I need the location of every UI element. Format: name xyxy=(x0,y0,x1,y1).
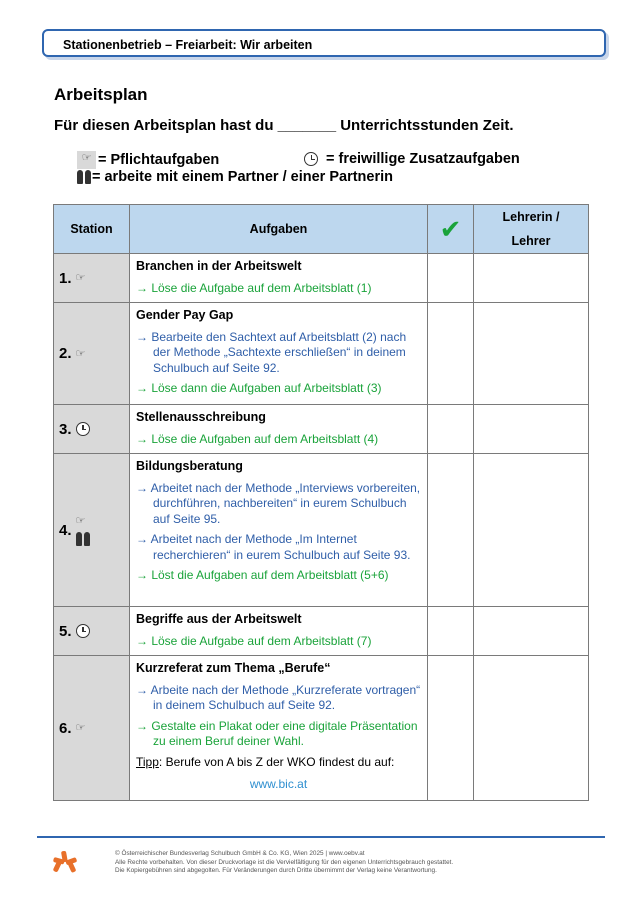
hand-icon: ☞ xyxy=(75,272,86,284)
table-row xyxy=(54,656,589,801)
header-title: Stationenbetrieb – Freiarbeit: Wir arbeiten xyxy=(63,38,313,52)
table-row xyxy=(54,405,589,454)
station-number: 1. xyxy=(59,269,72,287)
footer-line2: Alle Rechte vorbehalten. Von dieser Druckvorlage ist die Vervielfältigung für den eigenen Unterrichtsgebrauch gestattet. xyxy=(115,858,454,866)
publisher-logo xyxy=(52,850,78,876)
tip-text xyxy=(136,755,421,771)
task-item: → Gestalte ein Plakat oder eine digitale Präsentation zu einem Beruf deiner Wahl. xyxy=(136,718,418,748)
check-cell[interactable] xyxy=(428,405,474,454)
legend-mandatory xyxy=(77,151,219,169)
teacher-cell[interactable] xyxy=(474,303,589,405)
station-cell xyxy=(54,405,130,454)
header-teacher-line2: Lehrer xyxy=(511,234,551,248)
check-cell[interactable] xyxy=(428,607,474,656)
station-number: 3. xyxy=(59,420,72,438)
legend-optional-text: = freiwillige Zusatzaufgaben xyxy=(326,151,520,167)
task-item: → Löse die Aufgabe auf dem Arbeitsblatt (1) xyxy=(136,280,372,295)
task-cell xyxy=(130,607,428,656)
clock-icon xyxy=(304,152,318,166)
task-item: → Arbeite nach der Methode „Kurzreferate vortragen“ in deinem Schulbuch auf Seite 92. xyxy=(136,682,421,712)
footer-line3: Die Kopiergebühren sind abgegolten. Für Veränderungen durch Dritte übernimmt der Verlag keine Verantwortung. xyxy=(115,867,437,874)
header-check xyxy=(428,205,474,254)
task-cell xyxy=(130,254,428,303)
page-title: Arbeitsplan xyxy=(54,85,148,104)
footer-copyright xyxy=(115,850,453,876)
table-row xyxy=(54,303,589,405)
check-cell[interactable] xyxy=(428,656,474,801)
station-number: 4. xyxy=(59,521,72,539)
task-title: Kurzreferat zum Thema „Berufe“ xyxy=(136,661,331,675)
header-teacher-line1: Lehrerin / xyxy=(502,210,560,224)
task-cell xyxy=(130,405,428,454)
station-cell xyxy=(54,254,130,303)
hand-icon: ☞ xyxy=(75,722,86,734)
pawns-icon xyxy=(76,532,90,546)
teacher-cell[interactable] xyxy=(474,607,589,656)
clock-icon xyxy=(76,624,90,638)
task-title: Gender Pay Gap xyxy=(136,308,234,322)
footer-line1: © Österreichischer Bundesverlag Schulbuch GmbH & Co. KG, Wien 2025 | www.oebv.at xyxy=(115,850,365,857)
teacher-cell[interactable] xyxy=(474,405,589,454)
task-item: → Löse die Aufgabe auf dem Arbeitsblatt (7) xyxy=(136,633,372,648)
task-title: Branchen in der Arbeitswelt xyxy=(136,259,302,273)
header-teacher xyxy=(474,205,589,254)
task-cell xyxy=(130,454,428,607)
header-station: Station xyxy=(54,205,130,254)
legend-partner-text: = arbeite mit einem Partner / einer Partnerin xyxy=(92,169,393,185)
task-cell xyxy=(130,656,428,801)
tip-label: Tipp xyxy=(136,754,159,769)
clock-icon xyxy=(76,422,90,436)
task-item: → Arbeitet nach der Methode „Im Internet recherchieren“ in eurem Schulbuch auf Seite 93. xyxy=(136,532,411,562)
pawns-icon xyxy=(77,170,91,184)
task-item: → Löse die Aufgaben auf dem Arbeitsblatt (4) xyxy=(136,431,379,446)
header-tasks: Aufgaben xyxy=(130,205,428,254)
legend-mandatory-text: = Pflichtaufgaben xyxy=(98,152,220,168)
check-cell[interactable] xyxy=(428,303,474,405)
station-number: 6. xyxy=(59,719,72,737)
header-box xyxy=(42,29,606,57)
teacher-cell[interactable] xyxy=(474,454,589,607)
bic-link[interactable]: www.bic.at xyxy=(249,777,308,791)
station-number: 2. xyxy=(59,345,72,362)
work-plan-table xyxy=(53,204,589,801)
legend-optional xyxy=(304,151,520,167)
station-number: 5. xyxy=(59,622,72,640)
station-cell xyxy=(54,607,130,656)
task-cell xyxy=(130,303,428,405)
footer-divider xyxy=(37,836,605,838)
task-title: Stellenausschreibung xyxy=(136,410,266,424)
station-cell xyxy=(54,454,130,607)
task-item: → Löse dann die Aufgaben auf Arbeitsblatt (3) xyxy=(136,381,382,395)
table-row xyxy=(54,607,589,656)
hand-icon: ☞ xyxy=(75,515,86,527)
table-row xyxy=(54,254,589,303)
hand-icon: ☞ xyxy=(77,151,96,169)
station-cell xyxy=(54,656,130,801)
legend-partner xyxy=(77,169,393,185)
task-item: → Arbeitet nach der Methode „Interviews vorbereiten, durchführen, nachbereiten“ in eurem Schulbuch auf Seite 95. xyxy=(136,480,421,526)
check-cell[interactable] xyxy=(428,454,474,607)
checkmark-icon: ✔ xyxy=(439,214,462,244)
table-row xyxy=(54,454,589,607)
task-item: → Löst die Aufgaben auf dem Arbeitsblatt (5+6) xyxy=(136,568,389,582)
station-cell xyxy=(54,303,130,405)
task-title: Bildungsberatung xyxy=(136,459,243,473)
tip-body: : Berufe von A bis Z der WKO findest du auf: xyxy=(158,754,395,769)
teacher-cell[interactable] xyxy=(474,656,589,801)
intro-text: Für diesen Arbeitsplan hast du _______ Unterrichtsstunden Zeit. xyxy=(54,117,514,134)
task-item: → Bearbeite den Sachtext auf Arbeitsblatt (2) nach der Methode „Sachtexte erschließen“ in deinem Schulbuch auf Seite 92. xyxy=(136,329,407,375)
check-cell[interactable] xyxy=(428,254,474,303)
task-title: Begriffe aus der Arbeitswelt xyxy=(136,612,302,626)
hand-icon: ☞ xyxy=(75,347,86,360)
teacher-cell[interactable] xyxy=(474,254,589,303)
